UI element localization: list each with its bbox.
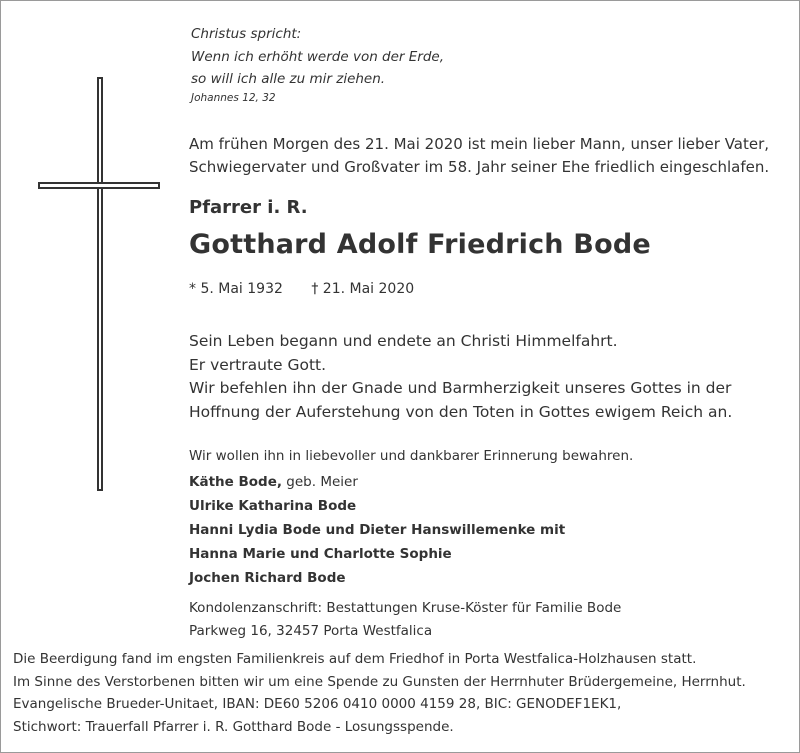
footer-line: Im Sinne des Verstorbenen bitten wir um eine Spende zu Gunsten der Herrnhuter Brüdergemeine, Herrnhut.	[13, 673, 746, 690]
memorial-line: Wir befehlen ihn der Gnade und Barmherzigkeit unseres Gottes in der	[189, 379, 732, 397]
widow-maiden-name: geb. Meier	[282, 474, 358, 490]
motto-line: so will ich alle zu mir ziehen.	[191, 71, 386, 87]
deceased-name: Gotthard Adolf Friedrich Bode	[189, 229, 651, 260]
death-date: † 21. Mai 2020	[311, 281, 415, 297]
footer-line: Evangelische Brueder-Unitaet, IBAN: DE60 5206 0410 0000 4159 28, BIC: GENODEF1EK1,	[13, 696, 622, 712]
condolence-address	[189, 597, 621, 642]
birth-date: * 5. Mai 1932	[189, 281, 283, 297]
family-intro: Wir wollen ihn in liebevoller und dankbarer Erinnerung bewahren.	[189, 448, 634, 464]
mourner: Hanni Lydia Bode und Dieter Hanswillemenke mit	[189, 522, 566, 538]
bible-motto	[191, 23, 444, 91]
funeral-donation-notice	[13, 648, 746, 738]
cross-vertical-beam	[97, 77, 103, 491]
footer-line: Stichwort: Trauerfall Pfarrer i. R. Gotthard Bode - Losungsspende.	[13, 718, 454, 735]
widow-name: Käthe Bode,	[189, 474, 283, 490]
motto-reference: Johannes 12, 32	[191, 92, 276, 104]
mourner: Hanna Marie und Charlotte Sophie	[189, 546, 452, 562]
footer-line: Die Beerdigung fand im engsten Familienkreis auf dem Friedhof in Porta Westfalica-Holzhausen statt.	[13, 651, 697, 667]
motto-line: Christus spricht:	[191, 26, 302, 42]
memorial-text	[189, 330, 732, 424]
condolence-line: Parkweg 16, 32457 Porta Westfalica	[189, 622, 433, 639]
memorial-line: Hoffnung der Auferstehung von den Toten in Gottes ewigem Reich an.	[189, 402, 733, 421]
memorial-line: Er vertraute Gott.	[189, 355, 327, 374]
cross-joint	[99, 184, 101, 187]
memorial-line: Sein Leben begann und endete an Christi Himmelfahrt.	[189, 332, 618, 350]
intro-line: Schwiegervater und Großvater im 58. Jahr seiner Ehe friedlich eingeschlafen.	[189, 157, 770, 176]
intro-line: Am frühen Morgen des 21. Mai 2020 ist mein lieber Mann, unser lieber Vater,	[189, 135, 770, 153]
mourner-widow	[189, 470, 565, 494]
mourners-list	[189, 470, 565, 590]
life-dates	[189, 281, 414, 297]
death-announcement	[189, 133, 769, 178]
condolence-line: Kondolenzanschrift: Bestattungen Kruse-Köster für Familie Bode	[189, 600, 622, 616]
mourner: Ulrike Katharina Bode	[189, 498, 357, 514]
deceased-title: Pfarrer i. R.	[189, 197, 308, 218]
mourner: Jochen Richard Bode	[189, 570, 346, 586]
motto-line: Wenn ich erhöht werde von der Erde,	[191, 48, 445, 65]
